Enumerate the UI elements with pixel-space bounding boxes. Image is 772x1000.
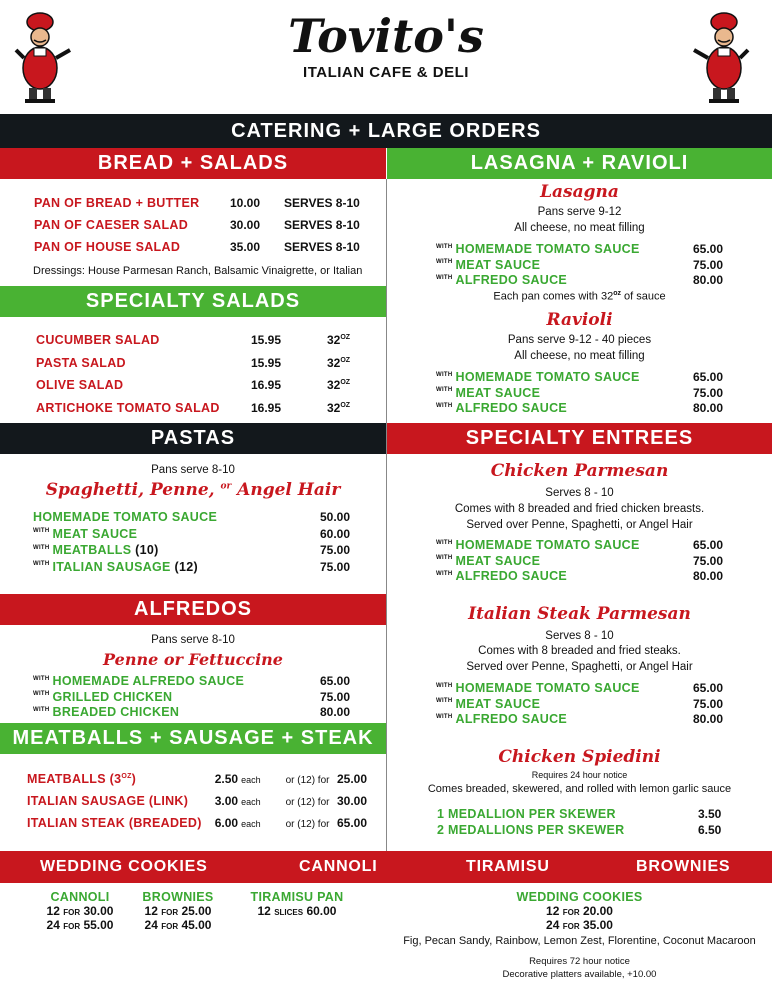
desserts-bar-tiramisu: TIRAMISU — [466, 858, 550, 875]
chicken-parmesan-script: Chicken Parmesan — [490, 461, 669, 481]
list-item: $^{WITH}$ HOMEMADE ALFREDO SAUCE 65.00 — [33, 674, 351, 688]
lasagna-footer: Each pan comes with $32^{oz}$ of sauce — [493, 290, 666, 303]
specialty-salads-list — [36, 333, 376, 423]
cookies-notice: Requires 72 hour notice — [529, 956, 630, 967]
spiedini-notice: Requires 24 hour notice — [531, 770, 628, 780]
logo — [280, 10, 492, 81]
chicken-desc-2: Served over Penne, Spaghetti, or Angel Hair — [466, 519, 693, 531]
list-item: CUCUMBER SALAD 15.95 $32^{OZ}$ — [36, 333, 351, 347]
list-item: $^{WITH}$ MEAT SAUCE 75.00 — [436, 385, 724, 400]
lasagna-ravioli-header: LASAGNA + RAVIOLI — [387, 148, 772, 179]
chicken-spiedini-script: Chicken Spiedini — [498, 747, 661, 767]
lasagna-note: All cheese, no meat filling — [514, 222, 645, 234]
cannoli-block: CANNOLI 12 FOR 30.00 24 FOR 55.00 — [46, 890, 114, 932]
desserts-bar — [0, 851, 772, 883]
list-item: $^{WITH}$ GRILLED CHICKEN 75.00 — [33, 689, 351, 704]
pastas-script: Spaghetti, Penne, $^{or}$ Angel Hair — [45, 480, 341, 500]
steak-serves: Serves 8 - 10 — [545, 630, 614, 642]
list-item: PAN OF BREAD + BUTTER 10.00 SERVES 8-10 — [34, 196, 360, 210]
catering-banner-text: CATERING + LARGE ORDERS — [231, 119, 541, 142]
list-item: $^{WITH}$ MEAT SAUCE 75.00 — [436, 696, 724, 711]
specialty-entrees-header: SPECIALTY ENTREES — [387, 423, 772, 454]
list-item: MEATBALLS $(3^{OZ})$ 2.50 each or (12) for 25.00 — [27, 772, 367, 786]
list-item: PAN OF CAESER SALAD 30.00 SERVES 8-10 — [34, 218, 360, 232]
ravioli-script: Ravioli — [546, 310, 613, 330]
chef-mascot-left-icon — [14, 10, 76, 106]
list-item: 1 MEDALLION PER SKEWER 3.50 — [437, 807, 722, 821]
pastas-serves: Pans serve 8-10 — [151, 464, 235, 476]
steak-parmesan-script: Italian Steak Parmesan — [468, 604, 691, 624]
platters-note: Decorative platters available, +10.00 — [502, 969, 657, 980]
list-item: $^{WITH}$ ITALIAN SAUSAGE (12) 75.00 — [33, 559, 351, 574]
meatballs-header: MEATBALLS + SAUSAGE + STEAK — [0, 723, 386, 754]
dressings-note: Dressings: House Parmesan Ranch, Balsamic Vinaigrette, or Italian — [33, 265, 363, 277]
list-item: 2 MEDALLIONS PER SKEWER 6.50 — [437, 823, 722, 837]
wedding-cookies-block: WEDDING COOKIES 12 FOR 20.00 24 FOR 35.00 Fig, Pecan Sandy, Rainbow, Lemon Zest, Florentine, Coconut Macaroon Requires 72 hour notice Decorative platters available, +10.00 — [387, 890, 772, 980]
specialty-salads-header: SPECIALTY SALADS — [0, 286, 386, 317]
desserts-bar-brownies: BROWNIES — [636, 858, 731, 875]
chicken-list — [436, 538, 756, 585]
list-item: $^{WITH}$ HOMEMADE TOMATO SAUCE 65.00 — [436, 370, 724, 384]
desserts-bar-cannoli: CANNOLI — [299, 858, 378, 875]
list-item: $^{WITH}$ HOMEMADE TOMATO SAUCE 65.00 — [436, 681, 724, 695]
alfredos-header: ALFREDOS — [0, 594, 386, 625]
ravioli-note: All cheese, no meat filling — [514, 350, 645, 362]
alfredos-list — [33, 674, 363, 721]
chef-mascot-right-icon — [690, 10, 752, 106]
alfredos-script: Penne or Fettuccine — [103, 650, 283, 669]
chicken-desc-1: Comes with 8 breaded and fried chicken breasts. — [454, 503, 705, 515]
list-item: OLIVE SALAD 16.95 $32^{OZ}$ — [36, 378, 351, 392]
cookie-flavors: Fig, Pecan Sandy, Rainbow, Lemon Zest, Florentine, Coconut Macaroon — [403, 935, 756, 947]
list-item: PAN OF HOUSE SALAD 35.00 SERVES 8-10 — [34, 240, 360, 254]
list-item: PASTA SALAD 15.95 $32^{OZ}$ — [36, 355, 351, 370]
list-item: ITALIAN SAUSAGE (LINK) 3.00 each or (12) for 30.00 — [27, 794, 367, 808]
pastas-header: PASTAS — [0, 423, 386, 454]
list-item: HOMEMADE TOMATO SAUCE 50.00 — [33, 510, 351, 524]
lasagna-serves: Pans serve 9-12 — [537, 206, 622, 218]
lasagna-script: Lasagna — [540, 182, 619, 202]
meatballs-list — [27, 772, 367, 838]
list-item: $^{WITH}$ HOMEMADE TOMATO SAUCE 65.00 — [436, 242, 724, 256]
list-item: $^{WITH}$ HOMEMADE TOMATO SAUCE 65.00 — [436, 538, 724, 552]
bread-salads-header: BREAD + SALADS — [0, 148, 386, 179]
desserts-bar-wedding-cookies: WEDDING COOKIES — [40, 858, 208, 875]
list-item: $^{WITH}$ ALFREDO SAUCE 80.00 — [436, 569, 724, 583]
list-item: $^{WITH}$ ALFREDO SAUCE 80.00 — [436, 712, 724, 726]
list-item: $^{WITH}$ MEATBALLS (10) 75.00 — [33, 543, 351, 557]
steak-desc-2: Served over Penne, Spaghetti, or Angel Hair — [466, 661, 693, 673]
list-item: ARTICHOKE TOMATO SALAD 16.95 $32^{OZ}$ — [36, 400, 351, 415]
list-item: $^{WITH}$ MEAT SAUCE 75.00 — [436, 553, 724, 568]
catering-banner — [0, 114, 772, 148]
brownies-block: BROWNIES 12 FOR 25.00 24 FOR 45.00 — [142, 890, 214, 932]
logo-subtitle: ITALIAN CAFE & DELI — [303, 64, 469, 81]
tiramisu-block: TIRAMISU PAN 12 SLICES 60.00 — [250, 890, 344, 918]
spiedini-list — [437, 807, 757, 839]
alfredos-serves: Pans serve 8-10 — [151, 634, 235, 646]
steak-desc-1: Comes with 8 breaded and fried steaks. — [478, 645, 681, 657]
ravioli-list — [436, 370, 756, 417]
list-item: $^{WITH}$ MEAT SAUCE 75.00 — [436, 257, 724, 272]
bread-salads-list — [34, 196, 374, 262]
steak-list — [436, 681, 756, 728]
chicken-serves: Serves 8 - 10 — [545, 487, 614, 499]
list-item: $^{WITH}$ MEAT SAUCE 60.00 — [33, 526, 351, 541]
list-item: $^{WITH}$ ALFREDO SAUCE 80.00 — [436, 401, 724, 415]
lasagna-list — [436, 242, 756, 289]
spiedini-desc: Comes breaded, skewered, and rolled with lemon garlic sauce — [427, 783, 732, 795]
pastas-list — [33, 510, 363, 576]
list-item: $^{WITH}$ ALFREDO SAUCE 80.00 — [436, 273, 724, 287]
ravioli-serves: Pans serve 9-12 - 40 pieces — [507, 334, 652, 346]
list-item: ITALIAN STEAK (BREADED) 6.00 each or (12) for 65.00 — [27, 816, 367, 830]
list-item: $^{WITH}$ BREADED CHICKEN 80.00 — [33, 705, 351, 719]
logo-name: Tovito's — [288, 9, 484, 63]
